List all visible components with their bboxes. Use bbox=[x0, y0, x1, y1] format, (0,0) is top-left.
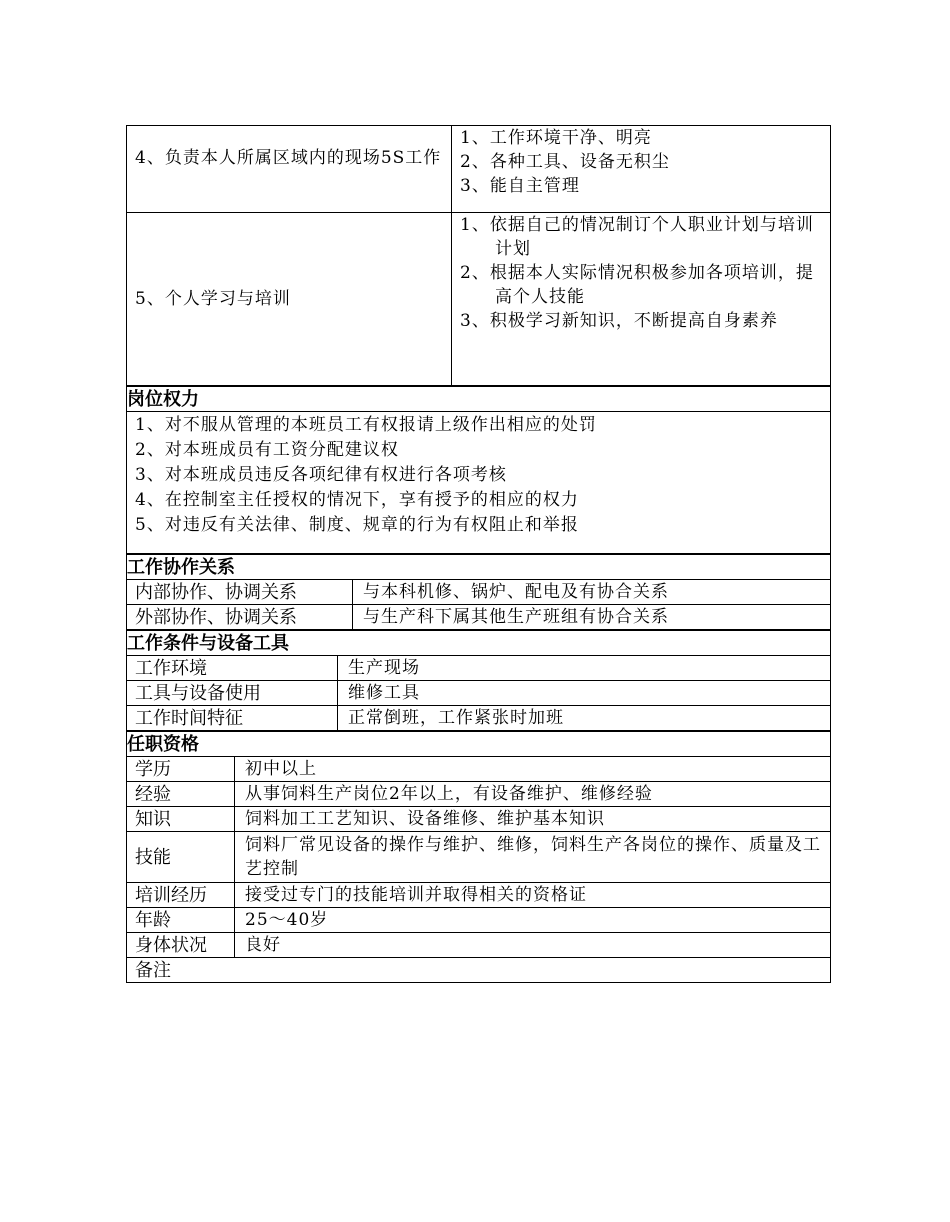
collaboration-value: 与生产科下属其他生产班组有协合关系 bbox=[363, 607, 669, 627]
collaboration-row bbox=[127, 579, 830, 604]
qualification-value: 饲料加工工艺知识、设备维修、维护基本知识 bbox=[245, 809, 605, 829]
qualification-row bbox=[127, 831, 830, 882]
conditions-row bbox=[127, 680, 830, 705]
qualification-label: 学历 bbox=[127, 757, 235, 781]
conditions-section bbox=[126, 630, 831, 731]
conditions-value: 生产现场 bbox=[348, 658, 420, 678]
collaboration-row bbox=[127, 604, 830, 629]
qualification-value: 饲料厂常见设备的操作与维护、维修，饲料生产各岗位的操作、质量及工艺控制 bbox=[245, 835, 821, 879]
responsibility-row bbox=[127, 126, 830, 212]
collaboration-label: 内部协作、协调关系 bbox=[127, 580, 353, 604]
qualification-row bbox=[127, 806, 830, 831]
job-description-table bbox=[126, 125, 831, 983]
qualification-value: 初中以上 bbox=[245, 759, 317, 779]
standard-item: 3、积极学习新知识，不断提高自身素养 bbox=[460, 311, 778, 331]
qualification-row bbox=[127, 957, 830, 982]
qualification-value: 25～40岁 bbox=[245, 910, 329, 930]
conditions-label: 工具与设备使用 bbox=[127, 681, 338, 705]
section-header: 工作协作关系 bbox=[127, 554, 830, 579]
standard-item: 2、各种工具、设备无积尘 bbox=[460, 152, 670, 172]
qualification-label: 知识 bbox=[127, 807, 235, 831]
standard-item: 1、工作环境干净、明亮 bbox=[460, 128, 652, 148]
remarks-label: 备注 bbox=[135, 960, 171, 981]
authority-item: 2、对本班成员有工资分配建议权 bbox=[135, 440, 399, 460]
responsibility-standards bbox=[452, 213, 830, 385]
qualification-row bbox=[127, 781, 830, 806]
qualification-row bbox=[127, 882, 830, 907]
authority-list bbox=[127, 412, 830, 553]
collaboration-section bbox=[126, 554, 831, 630]
qualification-value: 良好 bbox=[245, 935, 281, 955]
authority-item: 5、对违反有关法律、制度、规章的行为有权阻止和举报 bbox=[135, 515, 579, 535]
conditions-value: 维修工具 bbox=[348, 683, 420, 703]
qualification-row bbox=[127, 932, 830, 957]
qualifications-section bbox=[126, 731, 831, 983]
authority-item: 4、在控制室主任授权的情况下，享有授予的相应的权力 bbox=[135, 490, 579, 510]
qualification-label: 年龄 bbox=[127, 908, 235, 932]
conditions-label: 工作时间特征 bbox=[127, 706, 338, 730]
authority-section bbox=[126, 386, 831, 554]
conditions-value: 正常倒班，工作紧张时加班 bbox=[348, 708, 564, 728]
qualification-value: 从事饲料生产岗位2年以上，有设备维护、维修经验 bbox=[245, 784, 653, 804]
conditions-label: 工作环境 bbox=[127, 656, 338, 680]
authority-item: 3、对本班成员违反各项纪律有权进行各项考核 bbox=[135, 465, 507, 485]
collaboration-value: 与本科机修、锅炉、配电及有协合关系 bbox=[363, 582, 669, 602]
standard-item: 1、依据自己的情况制订个人职业计划与培训计划 bbox=[460, 215, 814, 259]
conditions-row bbox=[127, 655, 830, 680]
responsibility-task: 5、个人学习与培训 bbox=[127, 213, 452, 385]
responsibility-task: 4、负责本人所属区域内的现场5S工作 bbox=[127, 126, 452, 212]
qualification-label: 身体状况 bbox=[127, 933, 235, 957]
qualification-row bbox=[127, 907, 830, 932]
qualification-value: 接受过专门的技能培训并取得相关的资格证 bbox=[245, 885, 587, 905]
section-header: 任职资格 bbox=[127, 731, 830, 756]
responsibility-row bbox=[127, 212, 830, 385]
section-header: 岗位权力 bbox=[127, 386, 830, 411]
authority-list-row bbox=[127, 411, 830, 553]
standard-item: 3、能自主管理 bbox=[460, 176, 580, 196]
responsibilities-section bbox=[126, 125, 831, 386]
conditions-row bbox=[127, 705, 830, 730]
collaboration-label: 外部协作、协调关系 bbox=[127, 605, 353, 629]
qualification-row bbox=[127, 756, 830, 781]
authority-item: 1、对不服从管理的本班员工有权报请上级作出相应的处罚 bbox=[135, 415, 597, 435]
standard-item: 2、根据本人实际情况积极参加各项培训，提高个人技能 bbox=[460, 263, 814, 307]
section-header: 工作条件与设备工具 bbox=[127, 630, 830, 655]
qualification-label: 经验 bbox=[127, 782, 235, 806]
responsibility-standards bbox=[452, 126, 830, 212]
qualification-label: 技能 bbox=[127, 832, 235, 882]
qualification-label: 培训经历 bbox=[127, 883, 235, 907]
